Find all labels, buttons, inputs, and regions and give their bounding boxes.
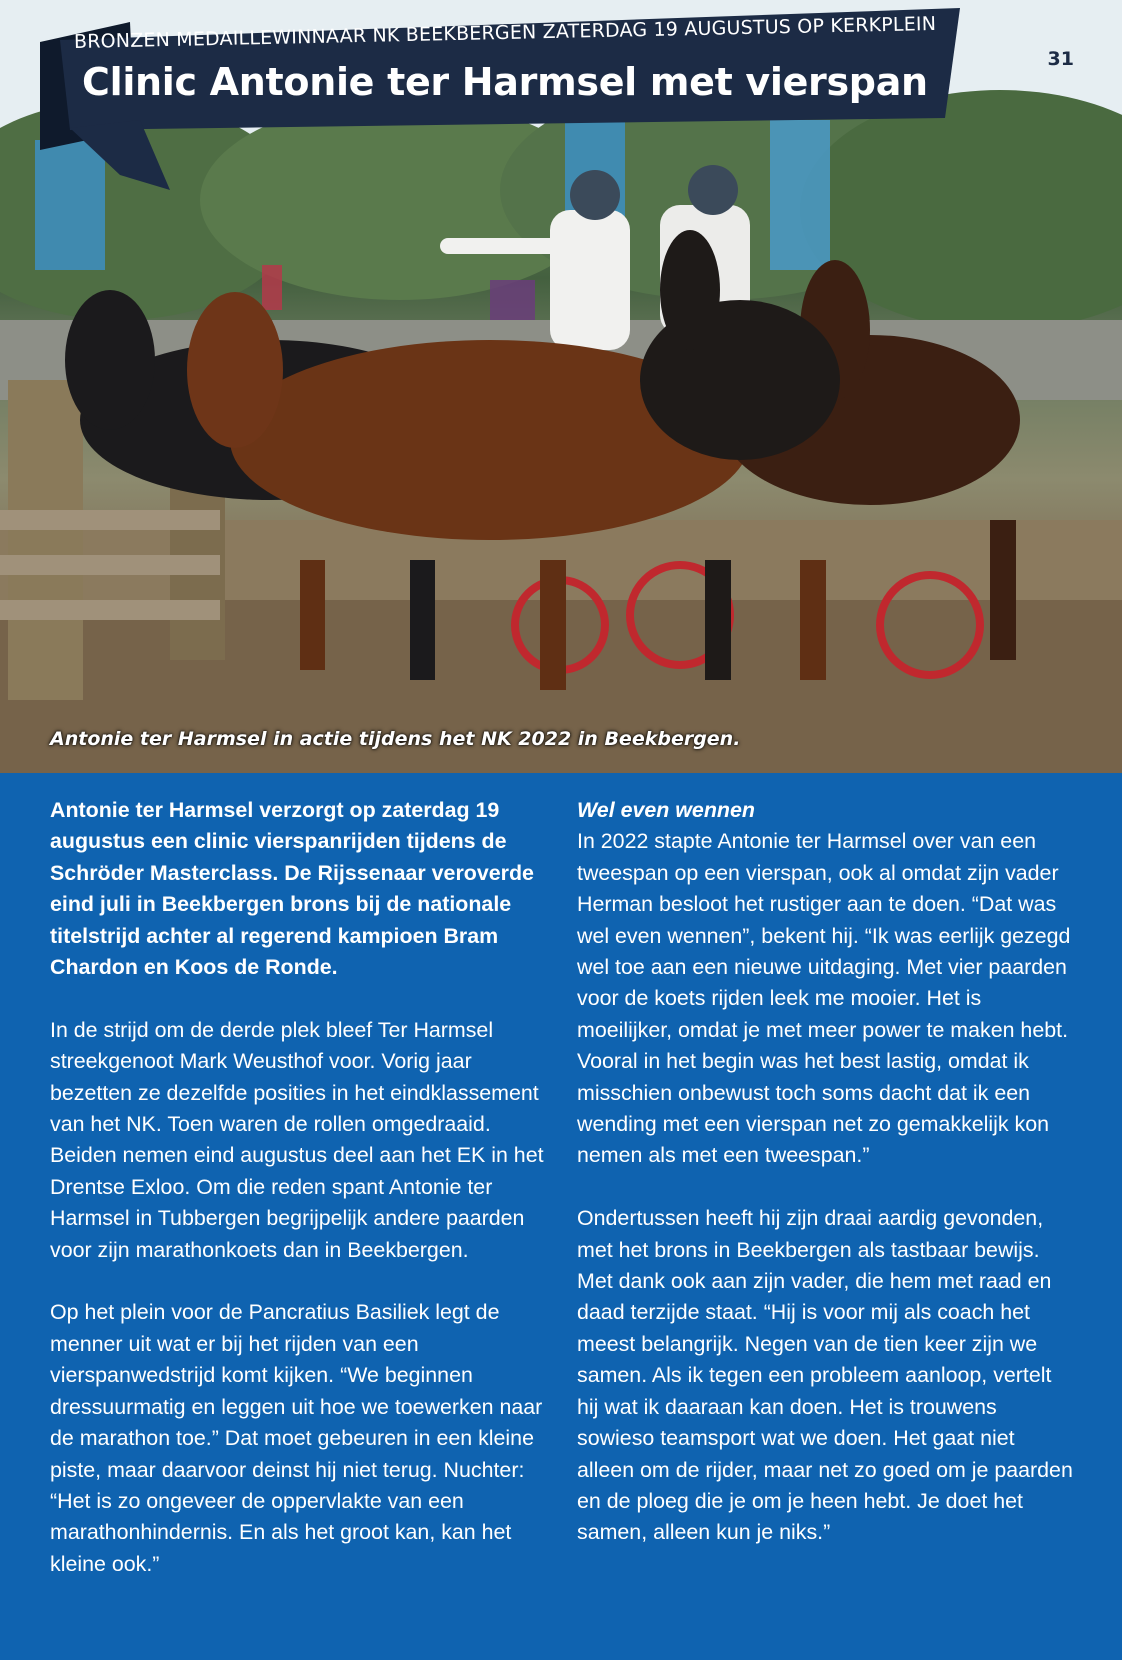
article-column-right [577, 795, 1077, 1549]
photo-caption: Antonie ter Harmsel in actie tijdens het NK 2022 in Beekbergen. [50, 728, 741, 750]
page-number: 31 [1047, 48, 1074, 70]
body-paragraph: Op het plein voor de Pancratius Basiliek legt de menner uit wat er bij het rijden van een vierspanwedstrijd komt kijken. “We beginnen dressuurmatig en leggen uit hoe we toewerken naar de marathon toe.” Dat moet gebeuren in een kleine piste, maar daarvoor deinst hij niet terug. Nuchter: “Het is zo ongeveer de oppervlakte van een marathonhindernis. En als het groot kan, kan het kleine ook.” [50, 1300, 543, 1576]
body-paragraph: In 2022 stapte Antonie ter Harmsel over van een tweespan op een vierspan, ook al omdat zijn vader Herman besloot het rustiger aan te doen. “Dat was wel even wennen”, bekent hij. “Ik was eerlijk gezegd wel toe aan een nieuwe uitdaging. Met vier paarden voor de koets rijden leek me mooier. Het is moeilijker, omdat je met meer power te maken hebt. Vooral in het begin was het best lastig, omdat ik misschien onbewust toch soms dacht dat ik een wending met een vierspan net zo gemakkelijk kon nemen als met een tweespan.” [577, 829, 1071, 1168]
lead-paragraph: Antonie ter Harmsel verzorgt op zaterdag 19 augustus een clinic vierspanrijden tijdens de Schröder Masterclass. De Rijssenaar veroverde eind juli in Beekbergen brons bij de nationale titelstrijd achter al regerend kampioen Bram Chardon en Koos de Ronde. [50, 798, 534, 980]
body-paragraph: In de strijd om de derde plek bleef Ter Harmsel streekgenoot Mark Weusthof voor. Vorig jaar bezetten ze dezelfde posities in het eindklassement van het NK. Toen waren de rollen omgedraaid. Beiden nemen eind augustus deel aan het EK in het Drentse Exloo. Om die reden spant Antonie ter Harmsel in Tubbergen begrijpelijk andere paarden voor zijn marathonkoets dan in Beekbergen. [50, 1017, 544, 1262]
article-column-left [50, 795, 550, 1580]
subheading: Wel even wennen [577, 798, 755, 822]
article-title: Clinic Antonie ter Harmsel met vierspan [82, 60, 928, 104]
body-paragraph: Ondertussen heeft hij zijn draai aardig gevonden, met het brons in Beekbergen als tastbaar bewijs. Met dank ook aan zijn vader, die hem met raad en daad terzijde staat. “Hij is voor mij als coach het meest belangrijk. Negen van de tien keer zijn we samen. Als ik tegen een probleem aanloop, vertelt hij wat ik daaraan kan doen. Het is trouwens sowieso teamsport wat we doen. Het gaat niet alleen om de rijder, maar net zo goed om je paarden en de ploeg die je om je heen hebt. Je doet het samen, alleen kun je niks.” [577, 1206, 1073, 1545]
header-kicker: BRONZEN MEDAILLEWINNAAR NK BEEKBERGEN ZATERDAG 19 AUGUSTUS OP KERKPLEIN [73, 12, 937, 53]
